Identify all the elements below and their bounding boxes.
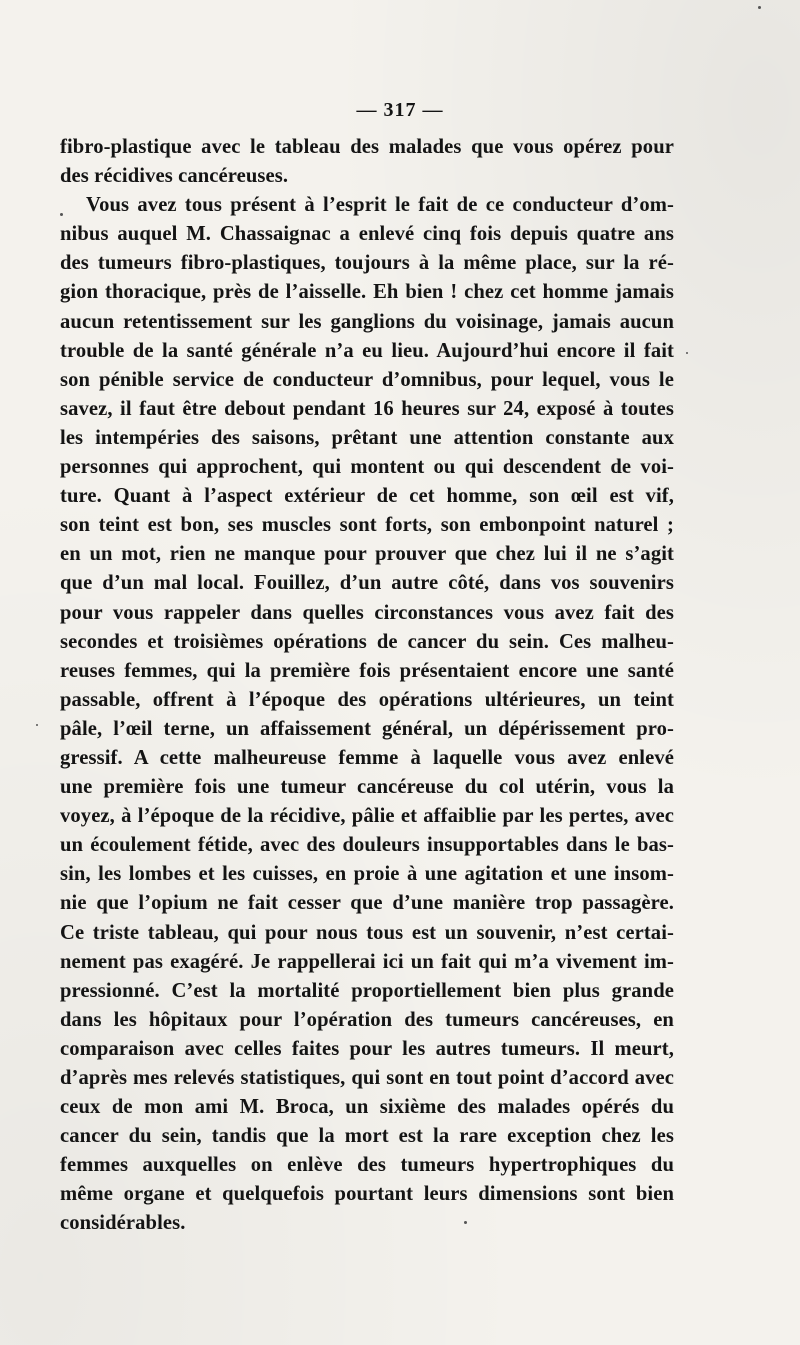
text-line: des tumeurs fibro-plastiques, toujours à la même place, sur la ré- <box>60 252 674 275</box>
text-line: personnes qui approchent, qui montent ou qui descendent de voi- <box>60 456 674 479</box>
text-line: secondes et troisièmes opérations de cancer du sein. Ces malheu- <box>60 630 674 653</box>
body-text <box>60 133 674 1239</box>
text-line: savez, il faut être debout pendant 16 heures sur 24, exposé à toutes <box>60 397 674 420</box>
text-line: ceux de mon ami M. Broca, un sixième des malades opérés du <box>60 1096 674 1119</box>
text-line: aucun retentissement sur les ganglions du voisinage, jamais aucun <box>60 310 674 333</box>
text-line: en un mot, rien ne manque pour prouver que chez lui il ne s’agit <box>60 543 674 566</box>
text-line: même organe et quelquefois pourtant leurs dimensions sont bien <box>60 1183 674 1206</box>
text-line: pâle, l’œil terne, un affaissement général, un dépérissement pro- <box>60 717 674 740</box>
text-line: cancer du sein, tandis que la mort est la rare exception chez les <box>60 1125 674 1148</box>
text-line: dans les hôpitaux pour l’opération des tumeurs cancéreuses, en <box>60 1008 674 1031</box>
text-line: sin, les lombes et les cuisses, en proie à une agitation et une insom- <box>60 863 674 886</box>
text-line: gion thoracique, près de l’aisselle. Eh bien ! chez cet homme jamais <box>60 281 674 304</box>
text-line: considérables. <box>60 1212 186 1235</box>
text-line: trouble de la santé générale n’a eu lieu. Aujourd’hui encore il fait <box>60 339 674 362</box>
text-line: fibro-plastique avec le tableau des malades que vous opérez pour <box>60 136 674 158</box>
text-line: des récidives cancéreuses. <box>60 165 289 188</box>
text-line: son teint est bon, ses muscles sont forts, son embonpoint naturel ; <box>60 514 674 537</box>
text-line: pressionné. C’est la mortalité proportiellement bien plus grande <box>60 979 674 1002</box>
text-line: une première fois une tumeur cancéreuse du col utérin, vous la <box>60 776 674 799</box>
print-speck <box>36 724 38 726</box>
text-line: comparaison avec celles faites pour les autres tumeurs. Il meurt, <box>60 1037 674 1060</box>
text-line: passable, offrent à l’époque des opérations ultérieures, un teint <box>60 688 674 711</box>
text-line: d’après mes relevés statistiques, qui sont en tout point d’accord avec <box>60 1067 674 1089</box>
text-line: que d’un mal local. Fouillez, d’un autre côté, dans vos souvenirs <box>60 572 674 595</box>
text-line: voyez, à l’époque de la récidive, pâlie et affaiblie par les pertes, avec <box>60 805 674 828</box>
text-line: ture. Quant à l’aspect extérieur de cet homme, son œil est vif, <box>60 485 674 508</box>
print-speck <box>60 213 63 216</box>
text-line: les intempéries des saisons, prêtant une attention constante aux <box>60 426 674 449</box>
text-line: nement pas exagéré. Je rappellerai ici un fait qui m’a vivement im- <box>60 950 674 973</box>
text-line: nibus auquel M. Chassaignac a enlevé cinq fois depuis quatre ans <box>60 223 674 246</box>
print-speck <box>758 6 761 9</box>
text-line: reuses femmes, qui la première fois présentaient encore une santé <box>60 659 674 682</box>
text-line: son pénible service de conducteur d’omnibus, pour lequel, vous le <box>60 368 674 391</box>
text-line: gressif. A cette malheureuse femme à laquelle vous avez enlevé <box>60 746 674 769</box>
text-line: nie que l’opium ne fait cesser que d’une manière trop passagère. <box>60 892 674 915</box>
text-line: un écoulement fétide, avec des douleurs insupportables dans le bas- <box>60 834 674 857</box>
print-speck <box>686 352 688 354</box>
text-line: femmes auxquelles on enlève des tumeurs hypertrophiques du <box>60 1154 674 1177</box>
page-number: — 317 — <box>356 99 444 121</box>
print-speck <box>464 1221 467 1224</box>
text-line: pour vous rappeler dans quelles circonstances vous avez fait des <box>60 601 674 624</box>
text-line: Vous avez tous présent à l’esprit le fait de ce conducteur d’om- <box>86 194 674 217</box>
text-line: Ce triste tableau, qui pour nous tous est un souvenir, n’est certai- <box>60 921 674 944</box>
